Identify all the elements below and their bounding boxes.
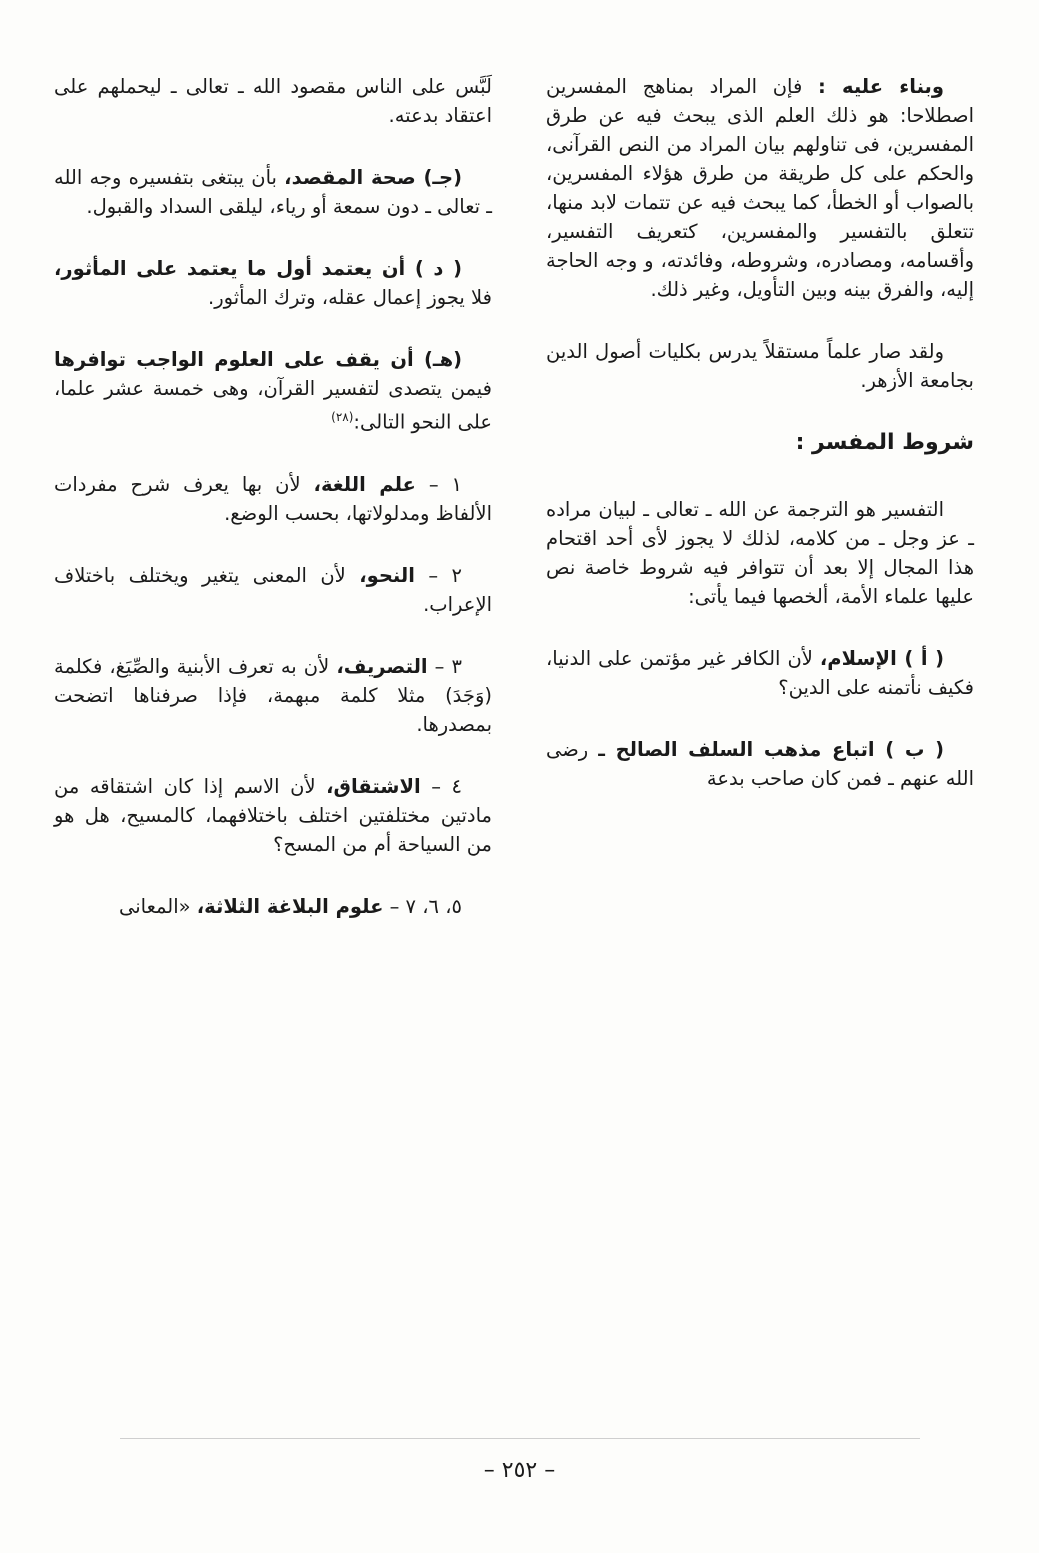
paragraph-text: «المعانى bbox=[118, 894, 197, 918]
footer-divider bbox=[120, 1438, 920, 1439]
item-number: ٥، ٦، ٧ – bbox=[383, 894, 462, 918]
paragraph-text: رضى الله عنهم ـ فمن كان صاحب بدعة bbox=[546, 738, 974, 790]
paragraph-text: لأن المعنى يتغير ويختلف باختلاف الإعراب. bbox=[54, 563, 492, 616]
paragraph: ولقد صار علماً مستقلاً يدرس بكليات أصول الدين بجامعة الأزهر. bbox=[546, 340, 974, 392]
paragraph-text: لأن بها يعرف شرح مفردات الألفاظ ومدلولاتها، بحسب الوضع. bbox=[54, 472, 492, 525]
list-item bbox=[54, 470, 492, 528]
paragraph: التفسير هو الترجمة عن الله ـ تعالى ـ لبيان مراده ـ عز وجل ـ من كلامه، لذلك لا يجوز لأى أحد اقتحام هذا المجال إلا بعد أن تتوافر فيه شروط خاصة نص عليها علماء الأمة، ألخصها فيما يأتى: bbox=[546, 498, 974, 608]
item-number: ٢ – bbox=[414, 563, 462, 587]
item-label: علوم البلاغة الثلاثة، bbox=[196, 894, 384, 918]
paragraph-text: لأن به تعرف الأبنية والصِّيَغ، فكلمة (وَجَدَ) مثلا كلمة مبهمة، فإذا صرفناها اتضحت بمصدرها. bbox=[54, 654, 492, 736]
paragraph-text: لأن الاسم إذا كان اشتقاقه من مادتين مختلفتين اختلف باختلافهما، كالمسيح، هل هو من السياحة أم من المسح؟ bbox=[54, 774, 492, 856]
paragraph bbox=[54, 254, 492, 312]
footnote-ref: (٢٨) bbox=[331, 410, 354, 424]
item-number: ٣ – bbox=[427, 654, 462, 678]
paragraph-text: فيمن يتصدى لتفسير القرآن، وهى خمسة عشر علما، على النحو التالى: bbox=[54, 377, 492, 434]
list-item bbox=[54, 561, 492, 619]
item-label: ( أ ) الإسلام، bbox=[819, 647, 944, 670]
paragraph-text: فإن المراد بمناهج المفسرين اصطلاحا: هو ذلك العلم الذى يبحث فيه عن طرق المفسرين، فى تناولهم بيان المراد من النص القرآنى، والحكم على كل طريقة من طرق هؤلاء المفسرين، بالصواب أو الخطأ، كما يبحث فيه عن تتمات لابد منها، تتعلق بالتفسير والمفسرين، كتعريف التفسير، وأقسامه، ومصادره، وشروطه، وفائدته، و وجه الحاجة إليه، والفرق بينه وبين التأويل، وغير ذلك. bbox=[546, 75, 974, 301]
paragraph bbox=[54, 345, 492, 437]
right-column bbox=[546, 72, 974, 826]
item-label: علم اللغة، bbox=[313, 472, 416, 496]
item-label: ( ب ) اتباع مذهب السلف الصالح ـ bbox=[598, 738, 944, 761]
item-label: ( د ) أن يعتمد أول ما يعتمد على المأثور، bbox=[54, 257, 462, 280]
paragraph: لَبَّس على الناس مقصود الله ـ تعالى ـ ليحملهم على اعتقاد بدعته. bbox=[54, 75, 492, 127]
list-item bbox=[54, 772, 492, 859]
item-label: الاشتقاق، bbox=[326, 774, 421, 798]
paragraph bbox=[546, 72, 974, 304]
paragraph-text: لأن الكافر غير مؤتمن على الدنيا، فكيف نأتمنه على الدين؟ bbox=[546, 647, 974, 699]
item-number: ٤ – bbox=[420, 774, 462, 798]
item-label: (جـ) صحة المقصد، bbox=[284, 166, 462, 189]
list-item bbox=[54, 652, 492, 739]
left-column bbox=[54, 72, 492, 954]
list-item bbox=[54, 892, 492, 921]
paragraph bbox=[54, 163, 492, 221]
item-label: التصريف، bbox=[336, 654, 428, 678]
section-heading: شروط المفسر : bbox=[795, 430, 974, 455]
page-number: – ٢٥٢ – bbox=[483, 1458, 556, 1483]
paragraph-text: فلا يجوز إعمال عقله، وترك المأثور. bbox=[208, 286, 492, 309]
paragraph bbox=[546, 644, 974, 702]
paragraph-text: بأن يبتغى بتفسيره وجه الله ـ تعالى ـ دون سمعة أو رياء، ليلقى السداد والقبول. bbox=[54, 166, 492, 218]
item-number: ١ – bbox=[415, 472, 462, 496]
bold-lead: وبناء عليه : bbox=[817, 75, 944, 98]
item-label: (هـ) أن يقف على العلوم الواجب توافرها bbox=[54, 348, 462, 371]
item-label: النحو، bbox=[359, 563, 415, 587]
paragraph bbox=[546, 735, 974, 793]
